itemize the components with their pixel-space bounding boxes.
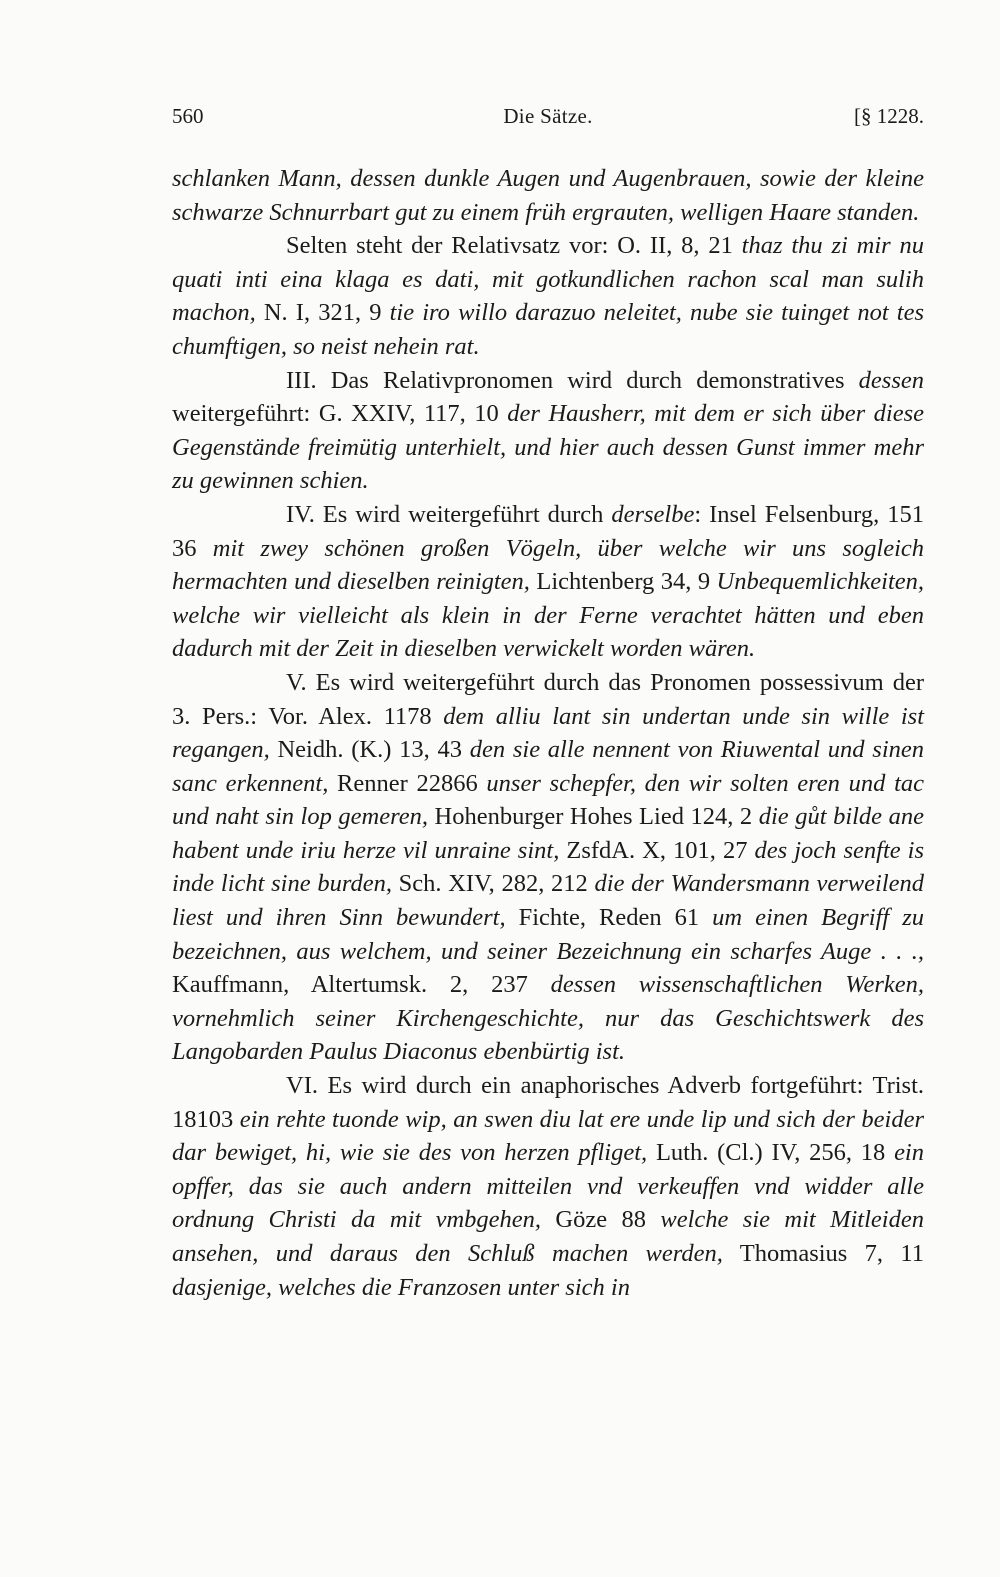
quotation-text: die gůt bilde ane habent unde iriu herze vil unraine sint, [172,803,924,864]
text-run: Thomasius 7, 11 [722,1240,924,1267]
quotation-text: tie iro willo darazuo neleitet, nube sie tuinget not tes chumftigen, so neist nehein rat. [172,299,924,360]
text-run: Lichtenberg 34, 9 [529,568,717,596]
page-header [172,104,924,136]
body-text [172,162,924,1304]
quotation-text: schlanken Mann, dessen dunkle Augen und Augenbrauen, sowie der kleine schwarze Schnurrbart gut zu einem früh ergrauten, welligen Haare standen. [172,165,924,226]
page-number: 560 [172,104,204,128]
quotation-text: ein opffer, das sie auch andern mitteilen vnd verkeuffen vnd widder alle ordnung Christi da mit vmbgehen, [172,1139,924,1234]
text-run: Sch. XIV, 282, 212 [391,870,595,898]
paragraph [172,364,924,498]
quotation-text: thaz thu zi mir nu quati inti eina klaga es dati, mit gotkundlichen rachon scal man sulih machon, [172,232,924,327]
paragraph [172,162,924,229]
quotation-text: um einen Begriff zu bezeichnen, aus welchem, und seiner Bezeichnung ein scharfes Auge . . ., [172,904,925,965]
quotation-text: derselbe [611,500,695,528]
quotation-text: dessen wissenschaftlichen Werken, vornehmlich seiner Kirchengeschichte, nur das Geschichtswerk des Langobarden Paulus Diaconus ebenbürtig ist. [172,971,924,1066]
text-run: VI. Es wird durch ein anaphorisches Adverb fortgeführt: Trist. 18103 [172,1072,924,1133]
quotation-text: dessen [858,366,924,394]
text-run: N. I, 321, 9 [255,299,390,327]
text-run: Luth. (Cl.) IV, 256, 18 [647,1139,895,1167]
quotation-text: Unbequemlichkeiten, welche wir vielleicht als klein in der Ferne verachtet hätten und eben dadurch mit der Zeit in dieselben verwickelt worden wären. [172,568,924,663]
quotation-text: den sie alle nennent von Riuwental und sinen sanc erkennent, [172,736,925,797]
text-run: Hohenburger Hohes Lied 124, 2 [427,803,759,831]
paragraph [172,666,924,1069]
quotation-text: unser schepfer, den wir solten eren und tac und naht sin lop gemeren, [172,769,924,831]
text-run: Neidh. (K.) 13, 43 [269,736,470,764]
quotation-text: ein rehte tuonde wip, an swen diu lat ere unde lip und sich der beider dar bewiget, hi, wie sie des von herzen pfliget, [172,1105,924,1167]
section-reference: [§ 1228. [854,104,924,128]
text-run: Göze 88 [541,1206,661,1234]
quotation-text: dem alliu lant sin undertan unde sin wille ist regangen, [172,702,924,764]
quotation-text: die der Wandersmann verweilend liest und ihren Sinn bewundert, [172,870,925,932]
text-run: Selten steht der Relativsatz vor: O. II, 8, 21 [286,232,742,260]
quotation-text: welche sie mit Mitleiden ansehen, und daraus den Schluß machen werden, [172,1206,924,1267]
text-run: Fichte, Reden 61 [505,904,713,932]
paragraph [172,1069,924,1304]
text-run: ZsfdA. X, 101, 27 [559,836,755,864]
quotation-text: der Hausherr, mit dem er sich über diese Gegenstände freimütig unterhielt, und hier auch dessen Gunst immer mehr zu gewinnen schien. [172,400,924,495]
text-run: : Insel Felsenburg, 151 36 [172,500,924,562]
text-run: weitergeführt: G. XXIV, 117, 10 [172,400,508,428]
text-run: V. Es wird weitergeführt durch das Pronomen possessivum der 3. Pers.: Vor. Alex. 1178 [172,668,924,730]
running-title: Die Sätze. [503,104,593,128]
quotation-text: mit zwey schönen großen Vögeln, über welche wir uns sogleich hermachten und dieselben reinigten, [172,534,924,596]
quotation-text: des joch senfte is inde licht sine burden, [172,836,925,898]
quotation-text: dasjenige, welches die Franzosen unter sich in [172,1273,630,1301]
text-run: III. Das Relativpronomen wird durch demonstratives [286,366,859,394]
text-run: Kauffmann, Altertumsk. 2, 237 [172,971,551,999]
text-run: IV. Es wird weitergeführt durch [286,500,612,528]
text-run: Renner 22866 [328,769,487,797]
paragraph [172,229,924,363]
paragraph [172,498,924,666]
